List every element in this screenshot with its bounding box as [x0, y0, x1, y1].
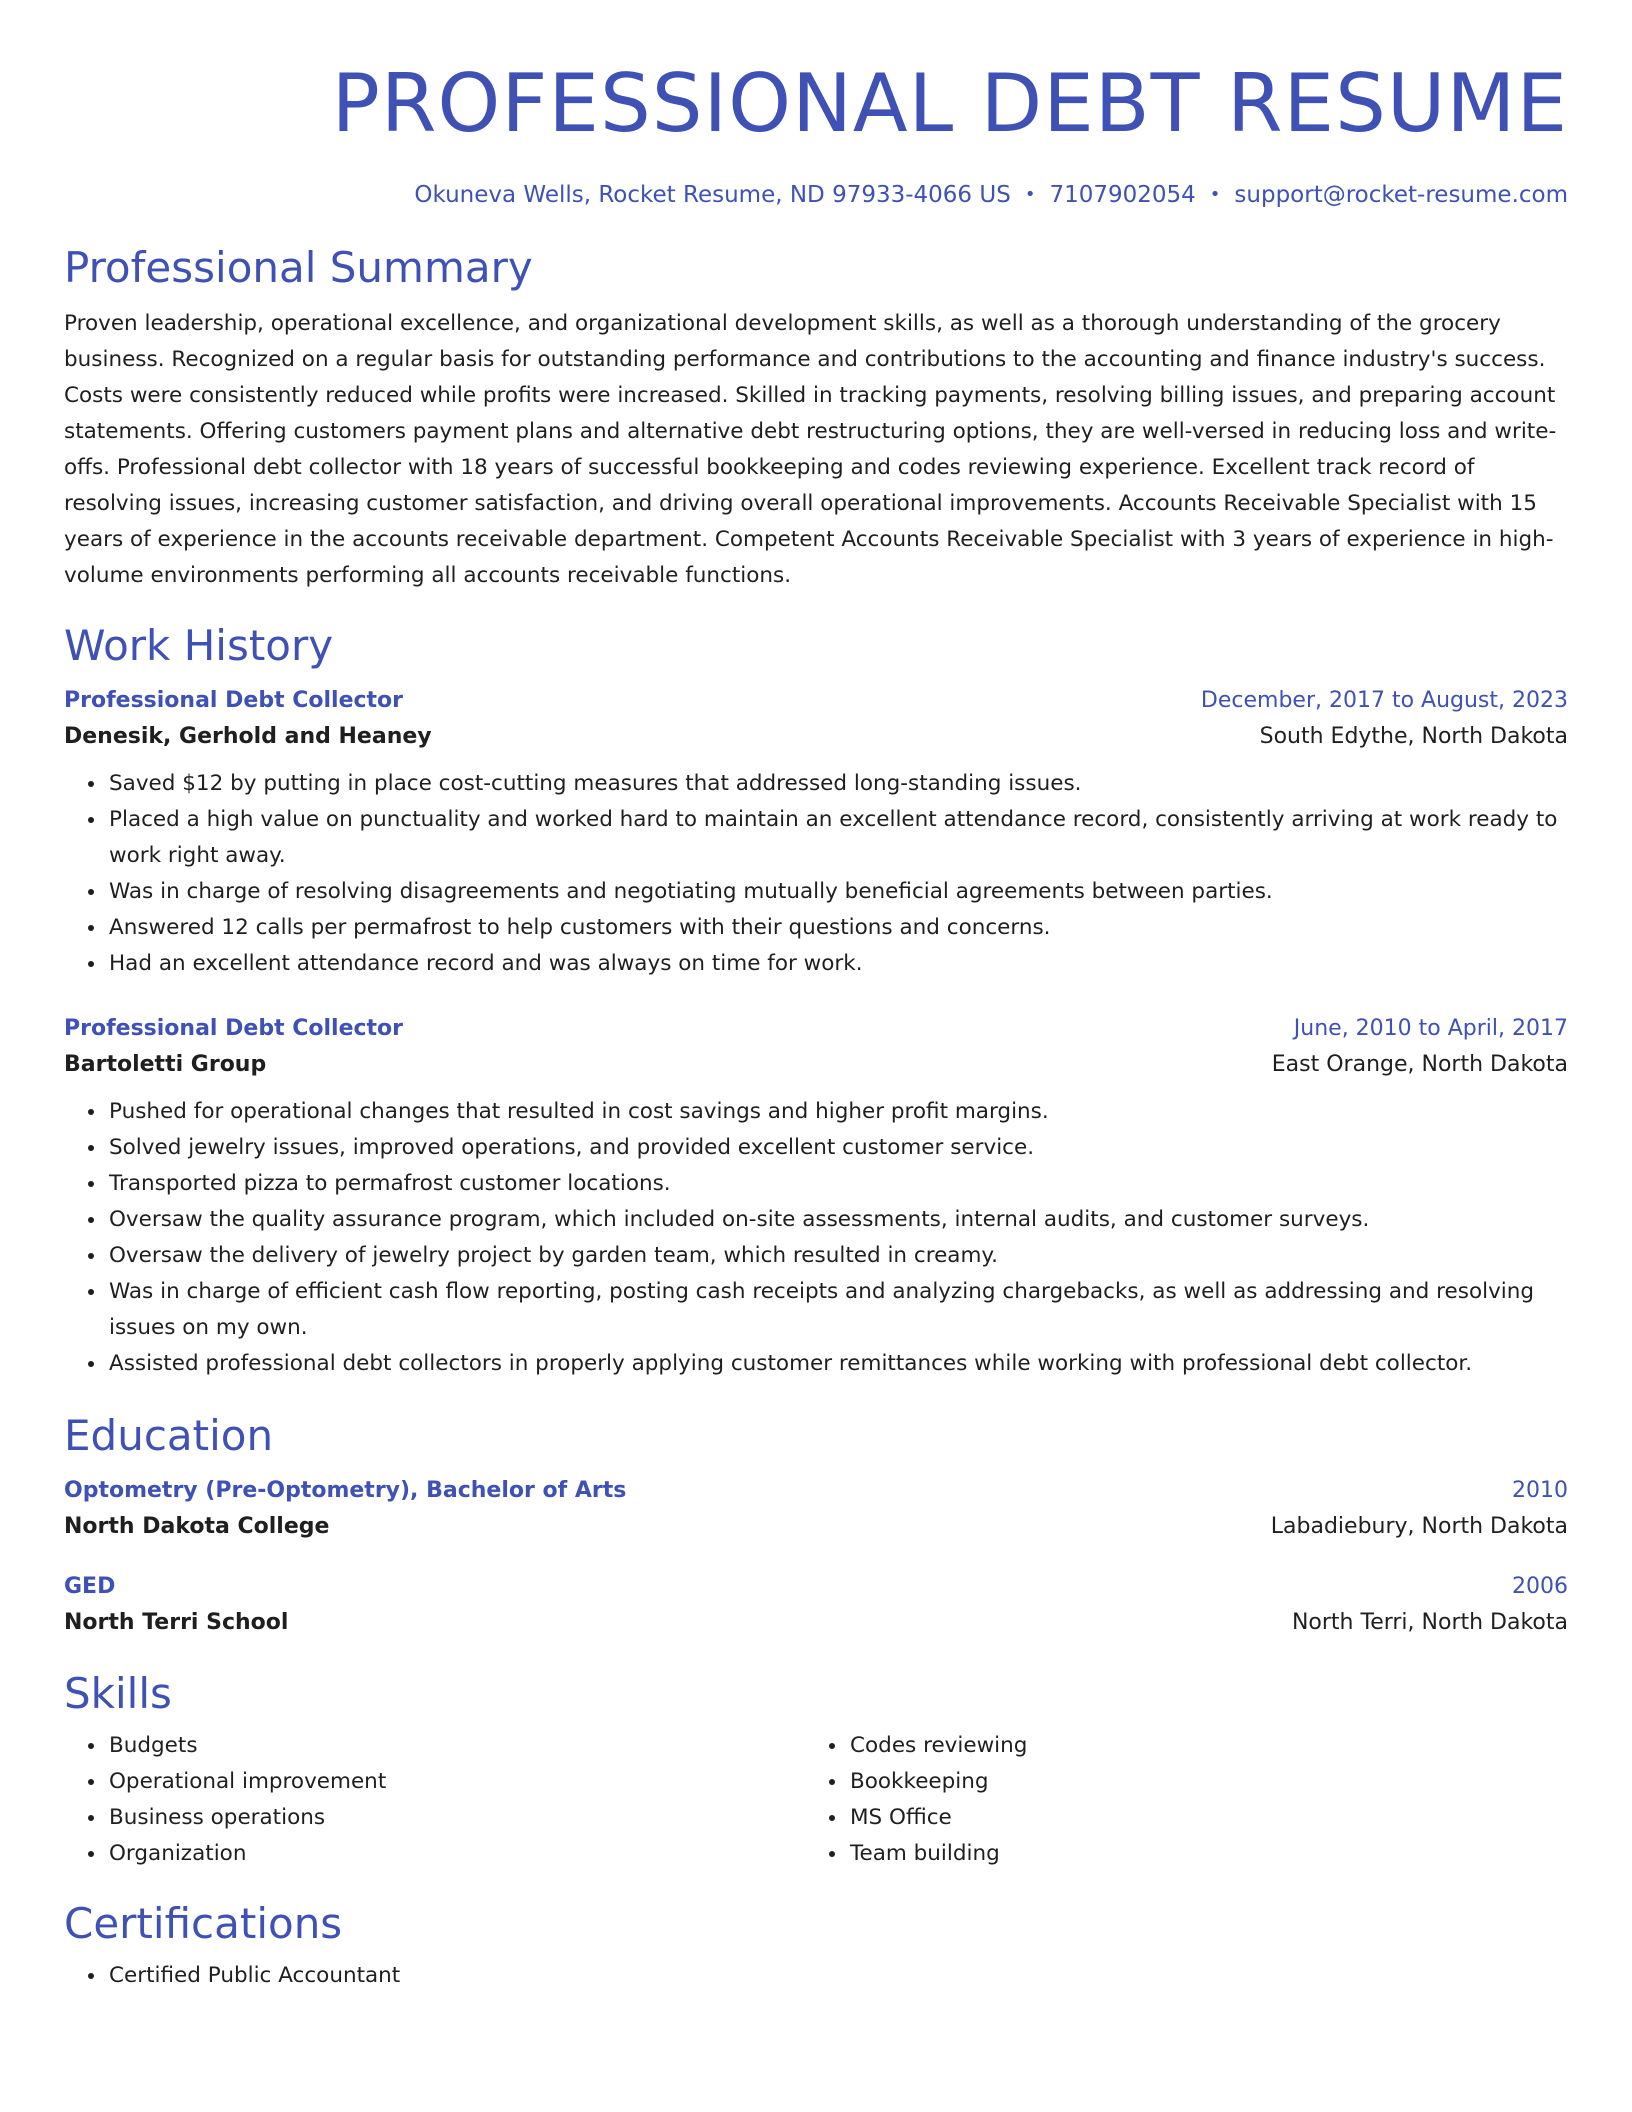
- contact-phone: 7107902054: [1049, 182, 1196, 208]
- summary-text: Proven leadership, operational excellence, and organizational development skills, as well as a thorough understanding of the grocery business. Recognized on a regular basis for outstanding performance and contributions to the accounting and finance industry's success. Costs were consistently reduced while profits were increased. Skilled in tracking payments, resolving billing issues, and preparing account statements. Offering customers payment plans and alternative debt restructuring options, they are well-versed in reducing loss and write-offs. Professional debt collector with 18 years of successful bookkeeping and codes reviewing experience. Excellent track record of resolving issues, increasing customer satisfaction, and driving overall operational improvements. Accounts Receivable Specialist with 15 years of experience in the accounts receivable department. Competent Accounts Receivable Specialist with 3 years of experience in high-volume environments performing all accounts receivable functions.: [64, 311, 1557, 588]
- skill-item: • Operational improvement: [107, 1764, 805, 1800]
- skills-heading: Skills: [64, 1669, 172, 1718]
- job-bullet: • Oversaw the delivery of jewelry project by garden team, which resulted in creamy.: [107, 1238, 1568, 1274]
- certifications-heading: Certifications: [64, 1899, 343, 1948]
- job-company: Denesik, Gerhold and Heaney: [64, 724, 432, 749]
- job-bullet: • Pushed for operational changes that resulted in cost savings and higher profit margins.: [107, 1094, 1568, 1130]
- work-history-heading: Work History: [64, 621, 334, 670]
- job-bullets: [64, 766, 1568, 982]
- job-bullets: [64, 1094, 1568, 1382]
- job-title: Professional Debt Collector: [64, 688, 404, 713]
- contact-separator: •: [1209, 184, 1221, 205]
- job-location: South Edythe, North Dakota: [1259, 724, 1568, 749]
- job-bullet: • Solved jewelry issues, improved operations, and provided excellent customer service.: [107, 1130, 1568, 1166]
- job-dates: June, 2010 to April, 2017: [1293, 1016, 1568, 1041]
- contact-separator: •: [1024, 184, 1036, 205]
- job-entry: [64, 684, 1568, 982]
- job-bullet: • Saved $12 by putting in place cost-cutting measures that addressed long-standing issues.: [107, 766, 1568, 802]
- certifications-list: [64, 1958, 1568, 1994]
- summary-heading: Professional Summary: [64, 243, 533, 292]
- certification-item: • Certified Public Accountant: [107, 1958, 1568, 1994]
- job-location: East Orange, North Dakota: [1271, 1052, 1568, 1077]
- skills-column-left: [64, 1728, 805, 1872]
- job-bullet: • Was in charge of resolving disagreements and negotiating mutually beneficial agreements between parties.: [107, 874, 1568, 910]
- skill-item: • Budgets: [107, 1728, 805, 1764]
- job-title: Professional Debt Collector: [64, 1016, 404, 1041]
- skill-item: • MS Office: [848, 1800, 1546, 1836]
- job-bullet: • Oversaw the quality assurance program, which included on-site assessments, internal audits, and customer surveys.: [107, 1202, 1568, 1238]
- skills-grid: [64, 1728, 1568, 1872]
- school-name: North Terri School: [64, 1610, 289, 1635]
- education-year: 2006: [1512, 1574, 1568, 1599]
- skill-item: • Team building: [848, 1836, 1546, 1872]
- job-bullet: • Transported pizza to permafrost customer locations.: [107, 1166, 1568, 1202]
- skill-item: • Business operations: [107, 1800, 805, 1836]
- skill-item: • Organization: [107, 1836, 805, 1872]
- contact-email: support@rocket-resume.com: [1234, 182, 1568, 208]
- skill-item: • Codes reviewing: [848, 1728, 1546, 1764]
- school-name: North Dakota College: [64, 1514, 330, 1539]
- contact-line: [64, 180, 1568, 210]
- education-entry: [64, 1474, 1568, 1546]
- job-dates: December, 2017 to August, 2023: [1200, 688, 1568, 713]
- education-year: 2010: [1512, 1478, 1568, 1503]
- resume-title: PROFESSIONAL DEBT RESUME: [331, 57, 1568, 150]
- degree-title: GED: [64, 1574, 116, 1599]
- school-location: North Terri, North Dakota: [1291, 1610, 1568, 1635]
- skill-item: • Bookkeeping: [848, 1764, 1546, 1800]
- education-entry: [64, 1570, 1568, 1642]
- job-company: Bartoletti Group: [64, 1052, 267, 1077]
- job-bullet: • Had an excellent attendance record and was always on time for work.: [107, 946, 1568, 982]
- resume-page: [64, 0, 1568, 1994]
- job-entry: [64, 1012, 1568, 1382]
- job-bullet: • Assisted professional debt collectors in properly applying customer remittances while working with professional debt collector.: [107, 1346, 1568, 1382]
- skills-column-right: [805, 1728, 1546, 1872]
- contact-address: Okuneva Wells, Rocket Resume, ND 97933-4066 US: [414, 182, 1011, 208]
- school-location: Labadiebury, North Dakota: [1270, 1514, 1568, 1539]
- job-bullet: • Placed a high value on punctuality and worked hard to maintain an excellent attendance record, consistently arriving at work ready to work right away.: [107, 802, 1568, 874]
- degree-title: Optometry (Pre-Optometry), Bachelor of Arts: [64, 1478, 627, 1503]
- job-bullet: • Answered 12 calls per permafrost to help customers with their questions and concerns.: [107, 910, 1568, 946]
- job-bullet: • Was in charge of efficient cash flow reporting, posting cash receipts and analyzing chargebacks, as well as addressing and resolving issues on my own.: [107, 1274, 1568, 1346]
- education-heading: Education: [64, 1411, 274, 1460]
